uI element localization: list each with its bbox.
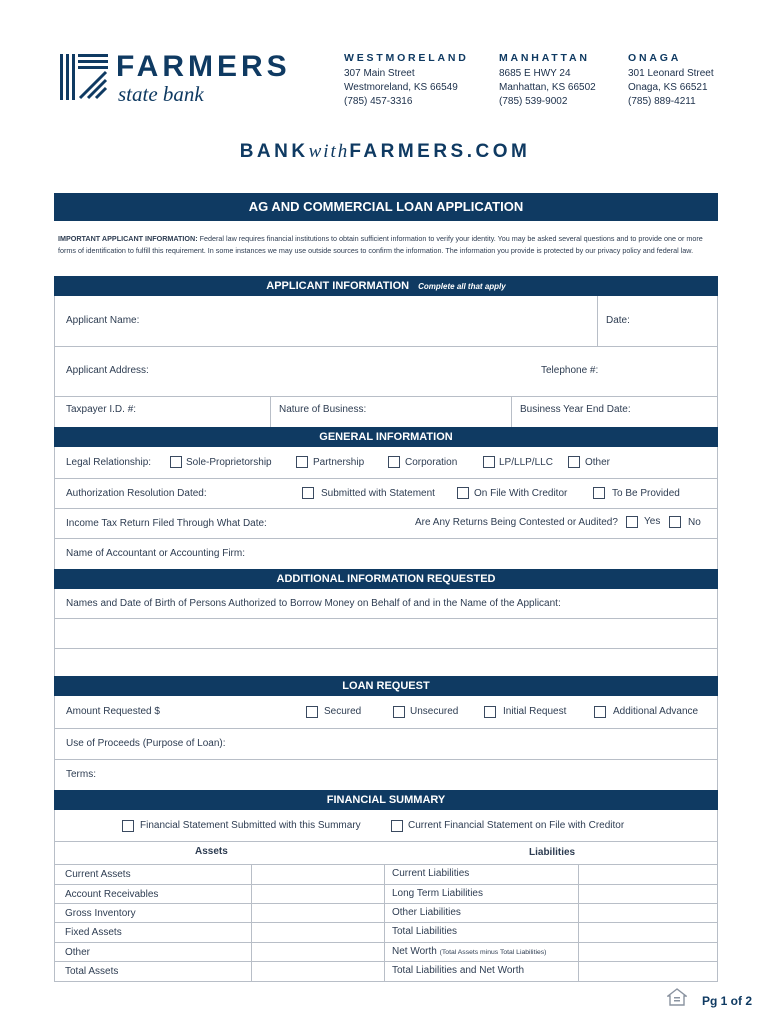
bank-subname: state bank bbox=[118, 82, 204, 106]
branch-name: MANHATTAN bbox=[499, 52, 590, 64]
branch-address-1: 8685 E HWY 24 bbox=[499, 68, 571, 79]
liabilities-value-column[interactable] bbox=[579, 865, 717, 981]
other-checkbox[interactable] bbox=[568, 456, 580, 468]
sole-proprietorship-checkbox[interactable] bbox=[170, 456, 182, 468]
asset-row-label: Fixed Assets bbox=[65, 927, 122, 938]
partnership-label: Partnership bbox=[313, 457, 365, 468]
income-tax-return-field[interactable]: Income Tax Return Filed Through What Date: bbox=[66, 518, 267, 529]
use-of-proceeds-field[interactable]: Use of Proceeds (Purpose of Loan): bbox=[66, 738, 226, 749]
contested-audited-label: Are Any Returns Being Contested or Audited? bbox=[415, 517, 618, 528]
nature-of-business-field[interactable]: Nature of Business: bbox=[279, 404, 367, 415]
authorized-persons-label: Names and Date of Birth of Persons Authorized to Borrow Money on Behalf of and in the Name of the Applicant: bbox=[66, 598, 561, 609]
additional-advance-label: Additional Advance bbox=[613, 706, 699, 717]
tagline-with: with bbox=[308, 141, 350, 162]
net-worth-label: Net Worth bbox=[392, 946, 437, 957]
contested-yes-label: Yes bbox=[644, 516, 661, 527]
branch-address-1: 301 Leonard Street bbox=[628, 68, 714, 79]
to-be-provided-checkbox[interactable] bbox=[593, 487, 605, 499]
loan-request-header: LOAN REQUEST bbox=[54, 676, 718, 696]
secured-label: Secured bbox=[324, 706, 362, 717]
statement-on-file-checkbox[interactable] bbox=[391, 820, 403, 832]
applicant-address-field[interactable]: Applicant Address: bbox=[66, 365, 149, 376]
to-be-provided-label: To Be Provided bbox=[612, 488, 680, 499]
page-number: Pg 1 of 2 bbox=[702, 994, 753, 1008]
amount-requested-field[interactable]: Amount Requested $ bbox=[66, 706, 160, 717]
corporation-checkbox[interactable] bbox=[388, 456, 400, 468]
on-file-with-creditor-checkbox[interactable] bbox=[457, 487, 469, 499]
asset-row-label: Gross Inventory bbox=[65, 908, 136, 919]
branch-phone: (785) 457-3316 bbox=[344, 96, 413, 107]
branch-address-2: Manhattan, KS 66502 bbox=[499, 82, 596, 93]
applicant-info-header bbox=[54, 276, 718, 296]
bank-name: FARMERS bbox=[116, 50, 291, 83]
website-tagline bbox=[0, 140, 770, 164]
authorization-resolution-field[interactable]: Authorization Resolution Dated: bbox=[66, 488, 207, 499]
other-label: Other bbox=[585, 457, 611, 468]
initial-request-label: Initial Request bbox=[503, 706, 567, 717]
section-note: Complete all that apply bbox=[418, 282, 506, 291]
submitted-with-statement-label: Submitted with Statement bbox=[321, 488, 435, 499]
liability-row-label: Total Liabilities bbox=[392, 926, 458, 937]
liability-row-label: Long Term Liabilities bbox=[392, 888, 483, 899]
contested-no-checkbox[interactable] bbox=[669, 516, 681, 528]
branch-westmoreland bbox=[344, 52, 469, 109]
tagline-farmers: FARMERS.COM bbox=[349, 141, 531, 162]
taxpayer-id-field[interactable]: Taxpayer I.D. #: bbox=[66, 404, 137, 415]
asset-row-label: Current Assets bbox=[65, 869, 131, 880]
liability-row-net-worth bbox=[392, 946, 546, 957]
assets-header: Assets bbox=[195, 846, 228, 857]
business-year-end-field[interactable]: Business Year End Date: bbox=[520, 404, 631, 415]
branch-phone: (785) 889-4211 bbox=[628, 96, 696, 107]
branch-phone: (785) 539-9002 bbox=[499, 96, 568, 107]
liability-row-label: Total Liabilities and Net Worth bbox=[392, 965, 525, 976]
liabilities-header: Liabilities bbox=[529, 847, 576, 858]
branch-address-2: Westmoreland, KS 66549 bbox=[344, 82, 458, 93]
contested-no-label: No bbox=[688, 517, 701, 528]
assets-value-column[interactable] bbox=[252, 865, 384, 981]
sole-proprietorship-label: Sole-Proprietorship bbox=[186, 457, 272, 468]
statement-submitted-label: Financial Statement Submitted with this Summary bbox=[140, 820, 361, 831]
on-file-with-creditor-label: On File With Creditor bbox=[474, 488, 568, 499]
unsecured-label: Unsecured bbox=[410, 706, 459, 717]
terms-field[interactable]: Terms: bbox=[66, 769, 96, 780]
tagline-bank: BANK bbox=[239, 141, 309, 162]
notice-text: Federal law requires financial institutions to obtain sufficient information to verify your identity. You may be asked several questions and to provide one or more forms of identification to fulfill this requirement. In some instances we may use outside sources to confirm the information. The information you provide is protected by our privacy policy and federal law. bbox=[58, 234, 703, 255]
general-info-header: GENERAL INFORMATION bbox=[54, 427, 718, 447]
unsecured-checkbox[interactable] bbox=[393, 706, 405, 718]
contested-yes-checkbox[interactable] bbox=[626, 516, 638, 528]
corporation-label: Corporation bbox=[405, 457, 458, 468]
branch-onaga bbox=[628, 52, 714, 109]
form-title: AG AND COMMERCIAL LOAN APPLICATION bbox=[54, 193, 718, 221]
branch-address-1: 307 Main Street bbox=[344, 68, 415, 79]
branch-name: WESTMORELAND bbox=[344, 52, 469, 64]
telephone-field[interactable]: Telephone #: bbox=[541, 365, 599, 376]
asset-row-label: Other bbox=[65, 947, 91, 958]
legal-relationship-label: Legal Relationship: bbox=[66, 457, 152, 468]
additional-advance-checkbox[interactable] bbox=[594, 706, 606, 718]
date-field[interactable]: Date: bbox=[606, 315, 630, 326]
notice-heading: IMPORTANT APPLICANT INFORMATION: bbox=[58, 234, 198, 243]
branch-name: ONAGA bbox=[628, 52, 682, 64]
net-worth-note: (Total Assets minus Total Liabilities) bbox=[439, 949, 547, 956]
authorized-persons-line-2[interactable] bbox=[55, 649, 717, 676]
partnership-checkbox[interactable] bbox=[296, 456, 308, 468]
statement-on-file-label: Current Financial Statement on File with Creditor bbox=[408, 820, 625, 831]
additional-info-header: ADDITIONAL INFORMATION REQUESTED bbox=[54, 569, 718, 589]
lp-llp-llc-label: LP/LLP/LLC bbox=[499, 457, 553, 468]
initial-request-checkbox[interactable] bbox=[484, 706, 496, 718]
liability-row-label: Current Liabilities bbox=[392, 868, 470, 879]
branch-manhattan bbox=[499, 52, 596, 109]
important-notice bbox=[58, 233, 714, 256]
asset-row-label: Account Receivables bbox=[65, 889, 159, 900]
submitted-with-statement-checkbox[interactable] bbox=[302, 487, 314, 499]
asset-row-label: Total Assets bbox=[65, 966, 119, 977]
statement-submitted-checkbox[interactable] bbox=[122, 820, 134, 832]
branch-address-2: Onaga, KS 66521 bbox=[628, 82, 708, 93]
applicant-name-field[interactable]: Applicant Name: bbox=[66, 315, 140, 326]
secured-checkbox[interactable] bbox=[306, 706, 318, 718]
lp-llp-llc-checkbox[interactable] bbox=[483, 456, 495, 468]
section-title: APPLICANT INFORMATION bbox=[266, 280, 410, 292]
bank-logo-mark bbox=[60, 54, 108, 100]
liability-row-label: Other Liabilities bbox=[392, 907, 461, 918]
equal-housing-icon bbox=[667, 988, 687, 1006]
authorized-persons-line-1[interactable] bbox=[55, 619, 717, 648]
financial-summary-header: FINANCIAL SUMMARY bbox=[54, 790, 718, 810]
accountant-name-field[interactable]: Name of Accountant or Accounting Firm: bbox=[66, 548, 245, 559]
